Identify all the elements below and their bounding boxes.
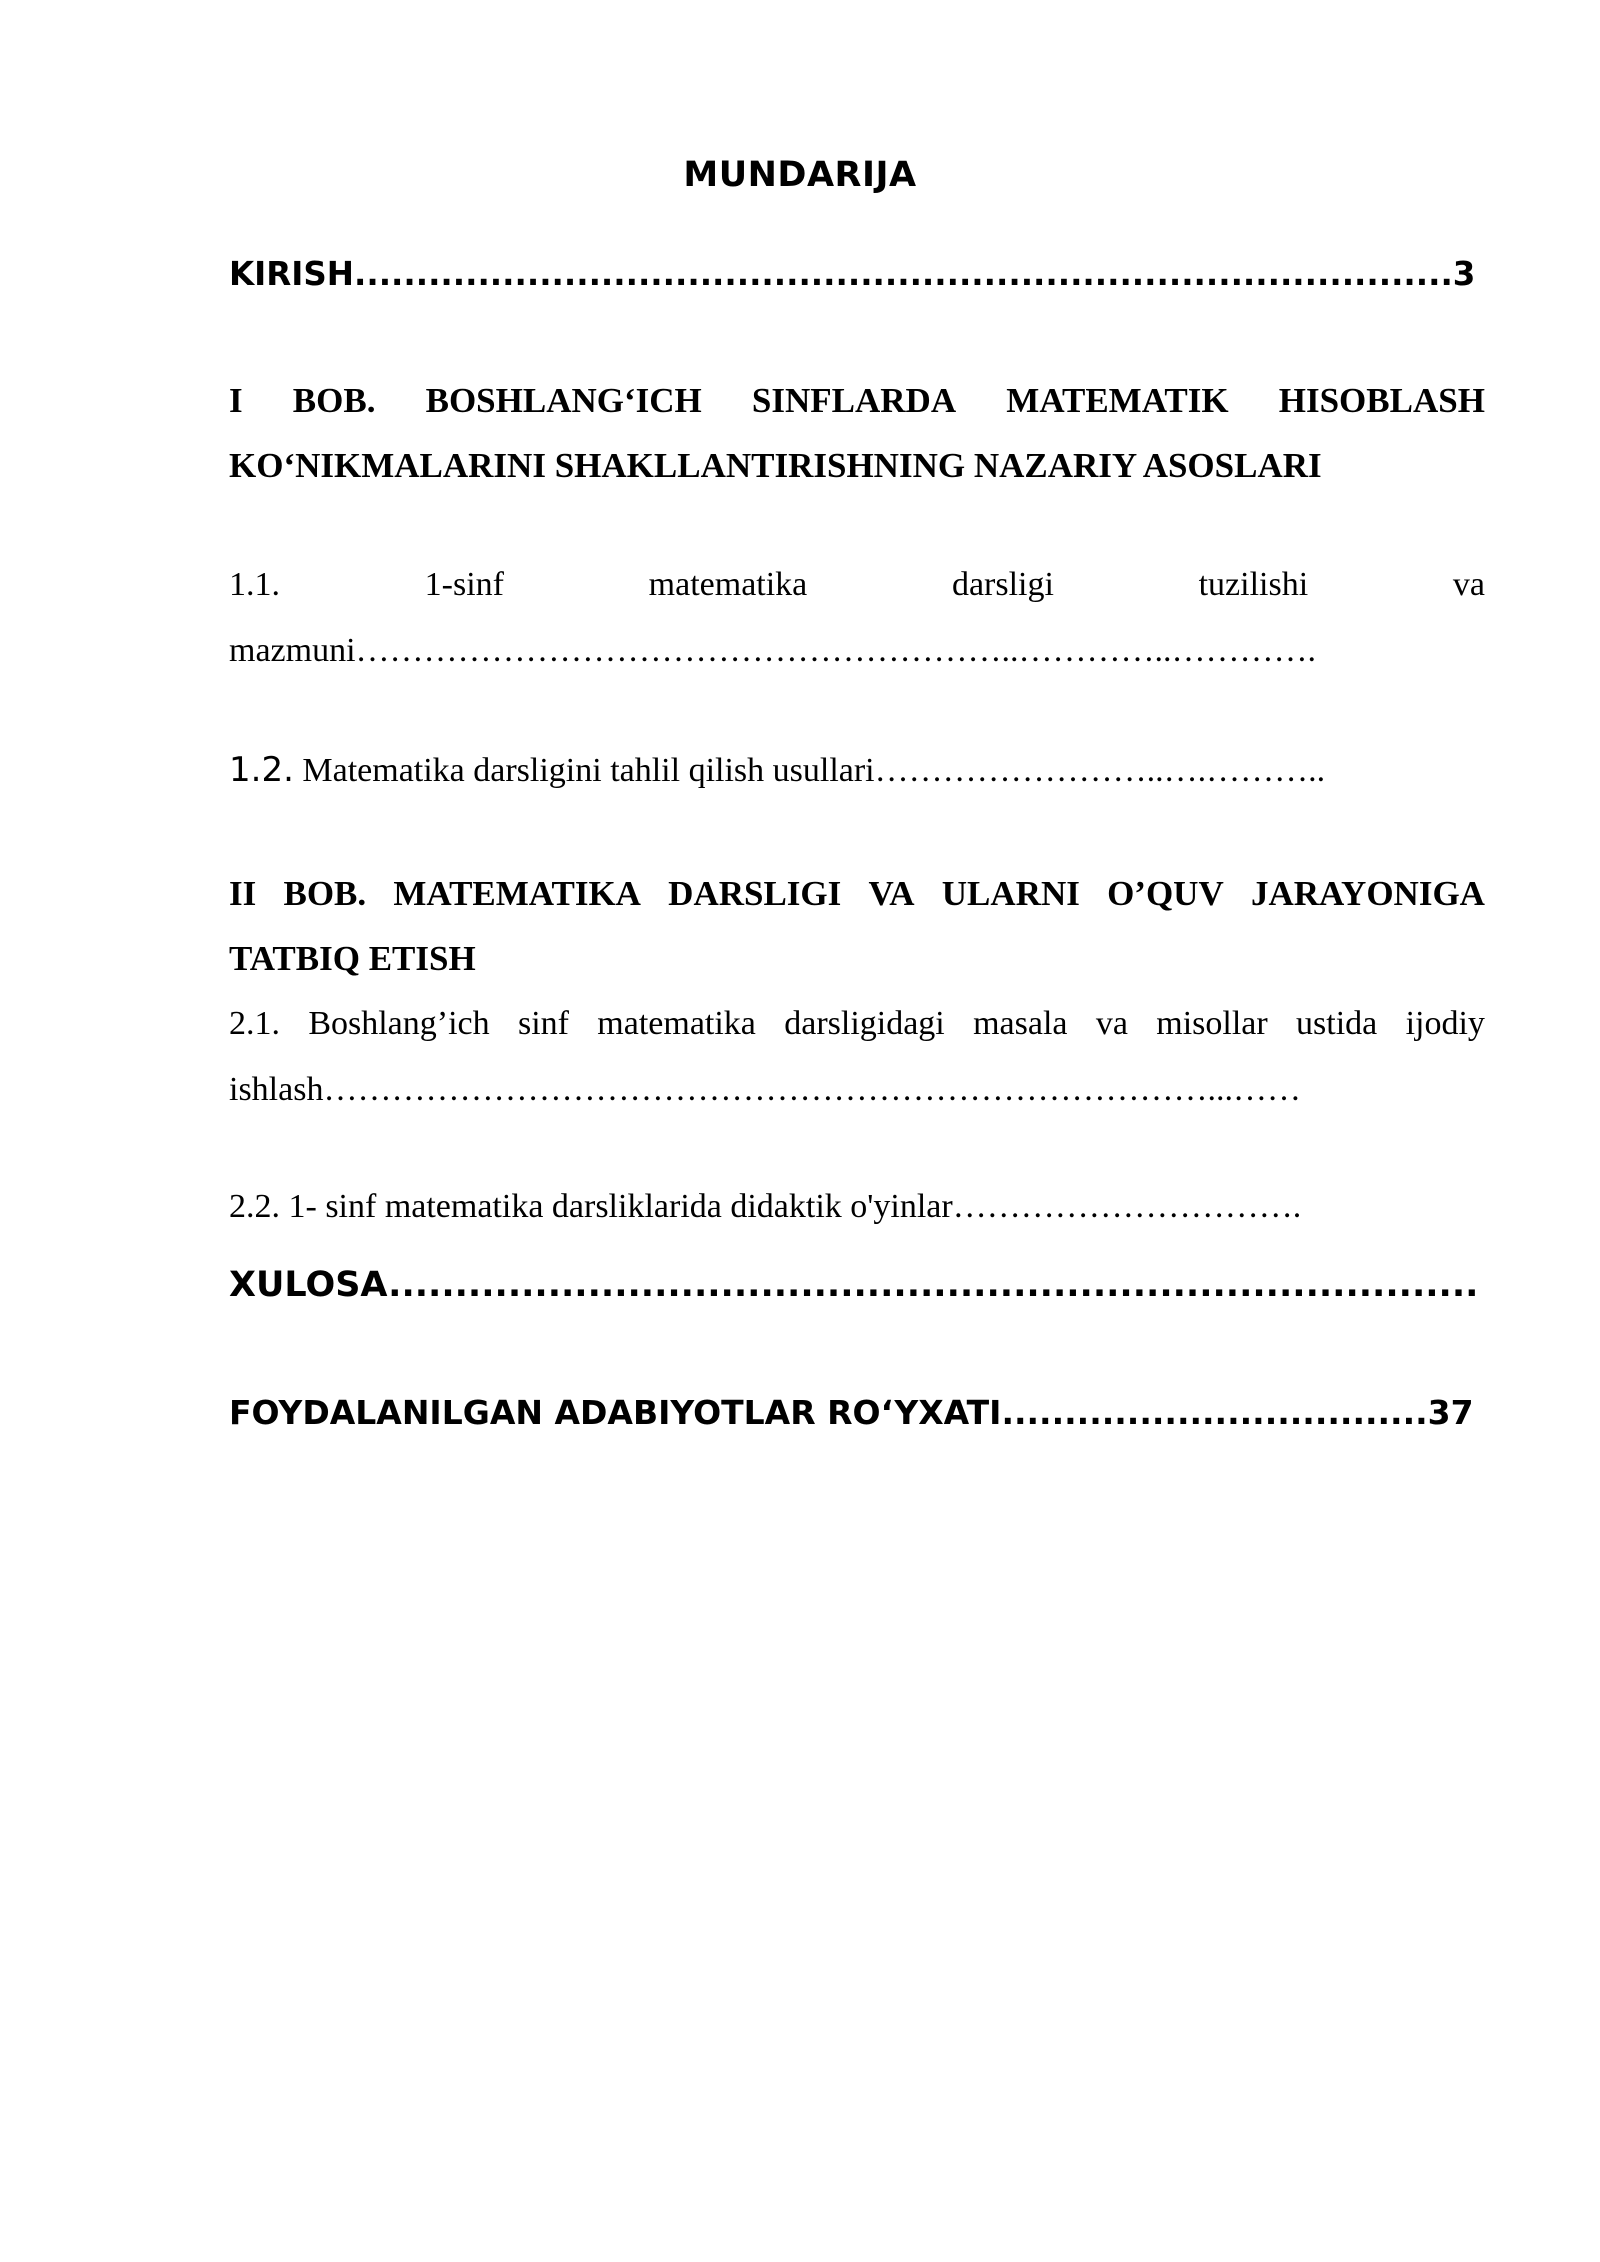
toc-section-2-2: 2.2. 1- sinf matematika darsliklarida didaktik o'yinlar………………………….: [229, 1188, 1302, 1225]
word: 1-sinf: [424, 566, 504, 603]
toc-entry-xulosa: XULOSA..................................................................................: [229, 1265, 1479, 1305]
word: darsligidagi: [784, 1005, 945, 1042]
word: tuzilishi: [1198, 566, 1309, 603]
toc-chapter-2-line-2: TATBIQ ETISH: [229, 939, 476, 978]
word: BOSHLANG‘ICH: [425, 381, 702, 420]
word: 2.1.: [229, 1005, 280, 1042]
word: matematika: [597, 1005, 756, 1042]
word: DARSLIGI: [668, 874, 842, 913]
word: JARAYONIGA: [1250, 874, 1485, 913]
section-number: 1.2.: [229, 750, 294, 790]
section-title: Matematika darsligini tahlil qilish usullari……………………..….………..: [293, 752, 1326, 789]
word: SINFLARDA: [751, 381, 957, 420]
word: va: [1452, 566, 1485, 603]
toc-section-2-1-line-1: [229, 1005, 1485, 1043]
word: BOB.: [292, 381, 376, 420]
word: misollar: [1156, 1005, 1268, 1042]
word: darsligi: [951, 566, 1054, 603]
word: sinf: [517, 1005, 569, 1042]
toc-chapter-2-line-1: [229, 874, 1485, 914]
toc-section-1-1-line-1: [229, 566, 1485, 604]
word: MATEMATIK: [1006, 381, 1229, 420]
word: I: [229, 381, 243, 420]
toc-section-1-2: [229, 750, 1325, 790]
toc-chapter-1-line-2: KO‘NIKMALARINI SHAKLLANTIRISHNING NAZARIY ASOSLARI: [229, 446, 1322, 485]
word: HISOBLASH: [1278, 381, 1485, 420]
toc-section-1-1-line-2: mazmuni…………………………………………………..…………..………….: [229, 632, 1317, 669]
toc-chapter-1-line-1: [229, 381, 1485, 421]
word: matematika: [648, 566, 808, 603]
toc-section-2-1-line-2: ishlash……………………………………………………………………...……: [229, 1071, 1301, 1108]
word: ustida: [1296, 1005, 1378, 1042]
word: MATEMATIKA: [393, 874, 641, 913]
word: O’QUV: [1107, 874, 1224, 913]
word: 1.1.: [229, 566, 280, 603]
word: VA: [868, 874, 915, 913]
word: ULARNI: [941, 874, 1080, 913]
toc-entry-adabiyotlar: FOYDALANILGAN ADABIYOTLAR RO‘YXATI..................................37: [229, 1393, 1474, 1432]
toc-entry-kirish: KIRISH.........................................................................................3: [229, 255, 1476, 293]
toc-title: MUNDARIJA: [683, 155, 917, 195]
word: va: [1095, 1005, 1128, 1042]
word: masala: [973, 1005, 1068, 1042]
word: Boshlang’ich: [308, 1005, 490, 1042]
word: BOB.: [283, 874, 367, 913]
word: II: [229, 874, 257, 913]
word: ijodiy: [1405, 1005, 1485, 1042]
